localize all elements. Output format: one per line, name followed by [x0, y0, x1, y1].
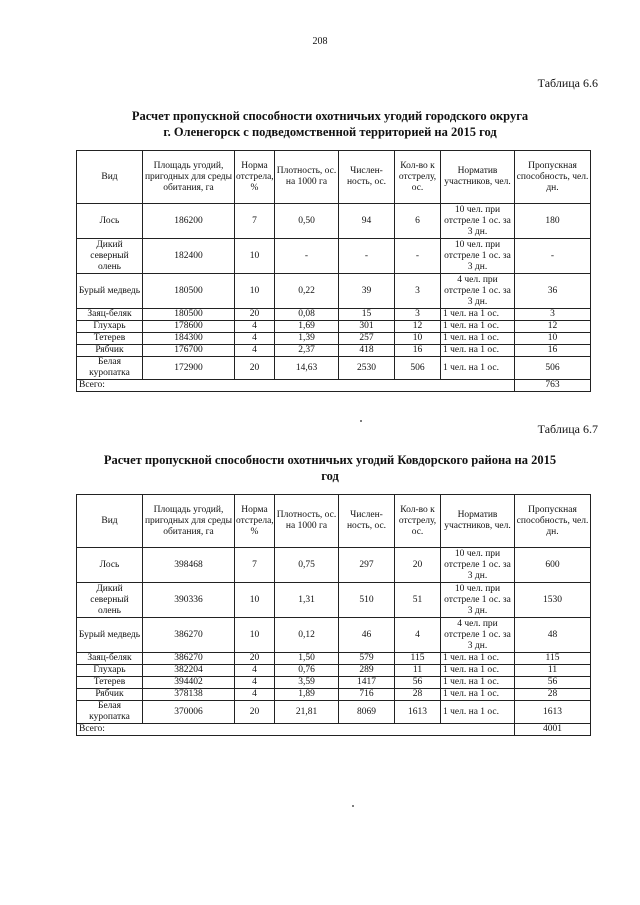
cell: 20	[235, 309, 275, 321]
table-row	[77, 665, 591, 677]
total-label: Всего:	[77, 724, 515, 736]
cell: 1 чел. на 1 ос.	[441, 701, 515, 724]
cell: 1 чел. на 1 ос.	[441, 665, 515, 677]
cell: 7	[235, 204, 275, 239]
header-row	[77, 151, 591, 204]
column-header: Плотность, ос. на 1000 га	[275, 151, 339, 204]
table-title-line: год	[321, 469, 339, 483]
table-row	[77, 548, 591, 583]
scan-speck	[352, 805, 354, 807]
cell: 180500	[143, 309, 235, 321]
cell: 16	[515, 345, 591, 357]
cell: 48	[515, 618, 591, 653]
table-row	[77, 274, 591, 309]
cell: Заяц-беляк	[77, 653, 143, 665]
cell: 20	[395, 548, 441, 583]
column-header: Вид	[77, 151, 143, 204]
data-table	[76, 150, 591, 392]
column-header: Норма отстрела, %	[235, 495, 275, 548]
cell: 16	[395, 345, 441, 357]
table-row	[77, 653, 591, 665]
column-header: Пропускная способность, чел. дн.	[515, 495, 591, 548]
cell: 21,81	[275, 701, 339, 724]
cell: 1417	[339, 677, 395, 689]
cell: 180	[515, 204, 591, 239]
cell: Дикий северный олень	[77, 583, 143, 618]
cell: 1 чел. на 1 ос.	[441, 357, 515, 380]
cell: 10	[235, 618, 275, 653]
cell: 1 чел. на 1 ос.	[441, 345, 515, 357]
table-label: Таблица 6.7	[537, 422, 598, 436]
cell: 4	[235, 321, 275, 333]
cell: 1613	[395, 701, 441, 724]
cell: 10	[235, 583, 275, 618]
cell: 394402	[143, 677, 235, 689]
column-header: Числен-ность, ос.	[339, 151, 395, 204]
cell: 51	[395, 583, 441, 618]
cell: 600	[515, 548, 591, 583]
cell: 4	[235, 665, 275, 677]
cell: 10	[515, 333, 591, 345]
cell: 1 чел. на 1 ос.	[441, 333, 515, 345]
table-row	[77, 309, 591, 321]
cell: 1530	[515, 583, 591, 618]
cell: 28	[515, 689, 591, 701]
cell: 46	[339, 618, 395, 653]
table-title	[80, 108, 580, 140]
cell: -	[339, 239, 395, 274]
cell: 4 чел. при отстреле 1 ос. за 3 дн.	[441, 618, 515, 653]
cell: 178600	[143, 321, 235, 333]
cell: 3	[395, 274, 441, 309]
cell: 12	[515, 321, 591, 333]
cell: 12	[395, 321, 441, 333]
cell: 1,31	[275, 583, 339, 618]
cell: 14,63	[275, 357, 339, 380]
cell: 370006	[143, 701, 235, 724]
page-number: 208	[312, 36, 328, 47]
cell: Тетерев	[77, 333, 143, 345]
cell: 2,37	[275, 345, 339, 357]
cell: 36	[515, 274, 591, 309]
cell: 4	[235, 677, 275, 689]
table-row	[77, 618, 591, 653]
cell: 506	[395, 357, 441, 380]
cell: 506	[515, 357, 591, 380]
cell: 11	[515, 665, 591, 677]
table-row	[77, 583, 591, 618]
column-header: Норматив участников, чел.	[441, 495, 515, 548]
column-header: Площадь угодий, пригодных для среды обитания, га	[143, 151, 235, 204]
cell: Бурый медведь	[77, 618, 143, 653]
table-title-line: Расчет пропускной способности охотничьих угодий Ковдорского района на 2015	[103, 453, 557, 467]
cell: 716	[339, 689, 395, 701]
column-header: Вид	[77, 495, 143, 548]
cell: 1 чел. на 1 ос.	[441, 653, 515, 665]
cell: Лось	[77, 548, 143, 583]
cell: 10 чел. при отстреле 1 ос. за 3 дн.	[441, 548, 515, 583]
cell: 257	[339, 333, 395, 345]
cell: 3	[395, 309, 441, 321]
cell: 289	[339, 665, 395, 677]
cell: 1,89	[275, 689, 339, 701]
cell: 0,75	[275, 548, 339, 583]
data-table	[76, 494, 591, 736]
table-row	[77, 689, 591, 701]
cell: 184300	[143, 333, 235, 345]
cell: -	[275, 239, 339, 274]
cell: 1,69	[275, 321, 339, 333]
cell: -	[515, 239, 591, 274]
cell: Рябчик	[77, 345, 143, 357]
cell: 7	[235, 548, 275, 583]
cell: 1,39	[275, 333, 339, 345]
cell: 1 чел. на 1 ос.	[441, 689, 515, 701]
column-header: Норма отстрела, %	[235, 151, 275, 204]
table-label: Таблица 6.6	[537, 76, 598, 90]
table-row	[77, 239, 591, 274]
cell: 56	[515, 677, 591, 689]
column-header: Числен-ность, ос.	[339, 495, 395, 548]
table-row	[77, 204, 591, 239]
cell: 1 чел. на 1 ос.	[441, 309, 515, 321]
cell: 418	[339, 345, 395, 357]
cell: 4	[235, 689, 275, 701]
cell: 390336	[143, 583, 235, 618]
cell: 176700	[143, 345, 235, 357]
column-header: Кол-во к отстрелу, ос.	[395, 495, 441, 548]
cell: 20	[235, 357, 275, 380]
cell: 11	[395, 665, 441, 677]
cell: 0,50	[275, 204, 339, 239]
cell: 386270	[143, 653, 235, 665]
cell: 4	[235, 345, 275, 357]
cell: Белая куропатка	[77, 357, 143, 380]
table-row	[77, 701, 591, 724]
cell: 398468	[143, 548, 235, 583]
cell: Глухарь	[77, 321, 143, 333]
cell: Белая куропатка	[77, 701, 143, 724]
cell: 56	[395, 677, 441, 689]
cell: 0,76	[275, 665, 339, 677]
cell: Дикий северный олень	[77, 239, 143, 274]
column-header: Норматив участников, чел.	[441, 151, 515, 204]
cell: 579	[339, 653, 395, 665]
cell: 3	[515, 309, 591, 321]
cell: 0,08	[275, 309, 339, 321]
cell: 382204	[143, 665, 235, 677]
cell: 115	[515, 653, 591, 665]
cell: 10 чел. при отстреле 1 ос. за 3 дн.	[441, 583, 515, 618]
cell: 115	[395, 653, 441, 665]
cell: 2530	[339, 357, 395, 380]
scan-speck	[360, 420, 362, 422]
cell: 4	[235, 333, 275, 345]
cell: 10 чел. при отстреле 1 ос. за 3 дн.	[441, 204, 515, 239]
table-row	[77, 345, 591, 357]
cell: 180500	[143, 274, 235, 309]
cell: 4 чел. при отстреле 1 ос. за 3 дн.	[441, 274, 515, 309]
cell: 28	[395, 689, 441, 701]
cell: 182400	[143, 239, 235, 274]
cell: 10	[235, 274, 275, 309]
cell: Рябчик	[77, 689, 143, 701]
cell: 20	[235, 701, 275, 724]
cell: 386270	[143, 618, 235, 653]
cell: Тетерев	[77, 677, 143, 689]
cell: 15	[339, 309, 395, 321]
table-title-line: Расчет пропускной способности охотничьих угодий городского округа	[131, 109, 529, 123]
cell: 8069	[339, 701, 395, 724]
cell: 4	[395, 618, 441, 653]
cell: 510	[339, 583, 395, 618]
cell: 1,50	[275, 653, 339, 665]
cell: 20	[235, 653, 275, 665]
cell: 3,59	[275, 677, 339, 689]
header-row	[77, 495, 591, 548]
cell: 1 чел. на 1 ос.	[441, 321, 515, 333]
column-header: Плотность, ос. на 1000 га	[275, 495, 339, 548]
cell: 186200	[143, 204, 235, 239]
cell: 0,12	[275, 618, 339, 653]
table-row	[77, 357, 591, 380]
cell: 10	[235, 239, 275, 274]
cell: 378138	[143, 689, 235, 701]
table-title-line: г. Оленегорск с подведомственной территорией на 2015 год	[163, 125, 497, 139]
cell: 0,22	[275, 274, 339, 309]
cell: 94	[339, 204, 395, 239]
total-row	[77, 380, 591, 392]
column-header: Площадь угодий, пригодных для среды обитания, га	[143, 495, 235, 548]
table-row	[77, 321, 591, 333]
cell: Бурый медведь	[77, 274, 143, 309]
total-row	[77, 724, 591, 736]
total-label: Всего:	[77, 380, 515, 392]
cell: 10 чел. при отстреле 1 ос. за 3 дн.	[441, 239, 515, 274]
cell: 39	[339, 274, 395, 309]
total-value: 763	[515, 380, 591, 392]
cell: 1 чел. на 1 ос.	[441, 677, 515, 689]
cell: 10	[395, 333, 441, 345]
cell: 172900	[143, 357, 235, 380]
table-title	[80, 452, 580, 484]
table-row	[77, 333, 591, 345]
cell: Лось	[77, 204, 143, 239]
cell: 301	[339, 321, 395, 333]
column-header: Кол-во к отстрелу, ос.	[395, 151, 441, 204]
cell: 297	[339, 548, 395, 583]
cell: Заяц-беляк	[77, 309, 143, 321]
cell: 6	[395, 204, 441, 239]
cell: Глухарь	[77, 665, 143, 677]
table-row	[77, 677, 591, 689]
cell: 1613	[515, 701, 591, 724]
total-value: 4001	[515, 724, 591, 736]
column-header: Пропускная способность, чел. дн.	[515, 151, 591, 204]
cell: -	[395, 239, 441, 274]
